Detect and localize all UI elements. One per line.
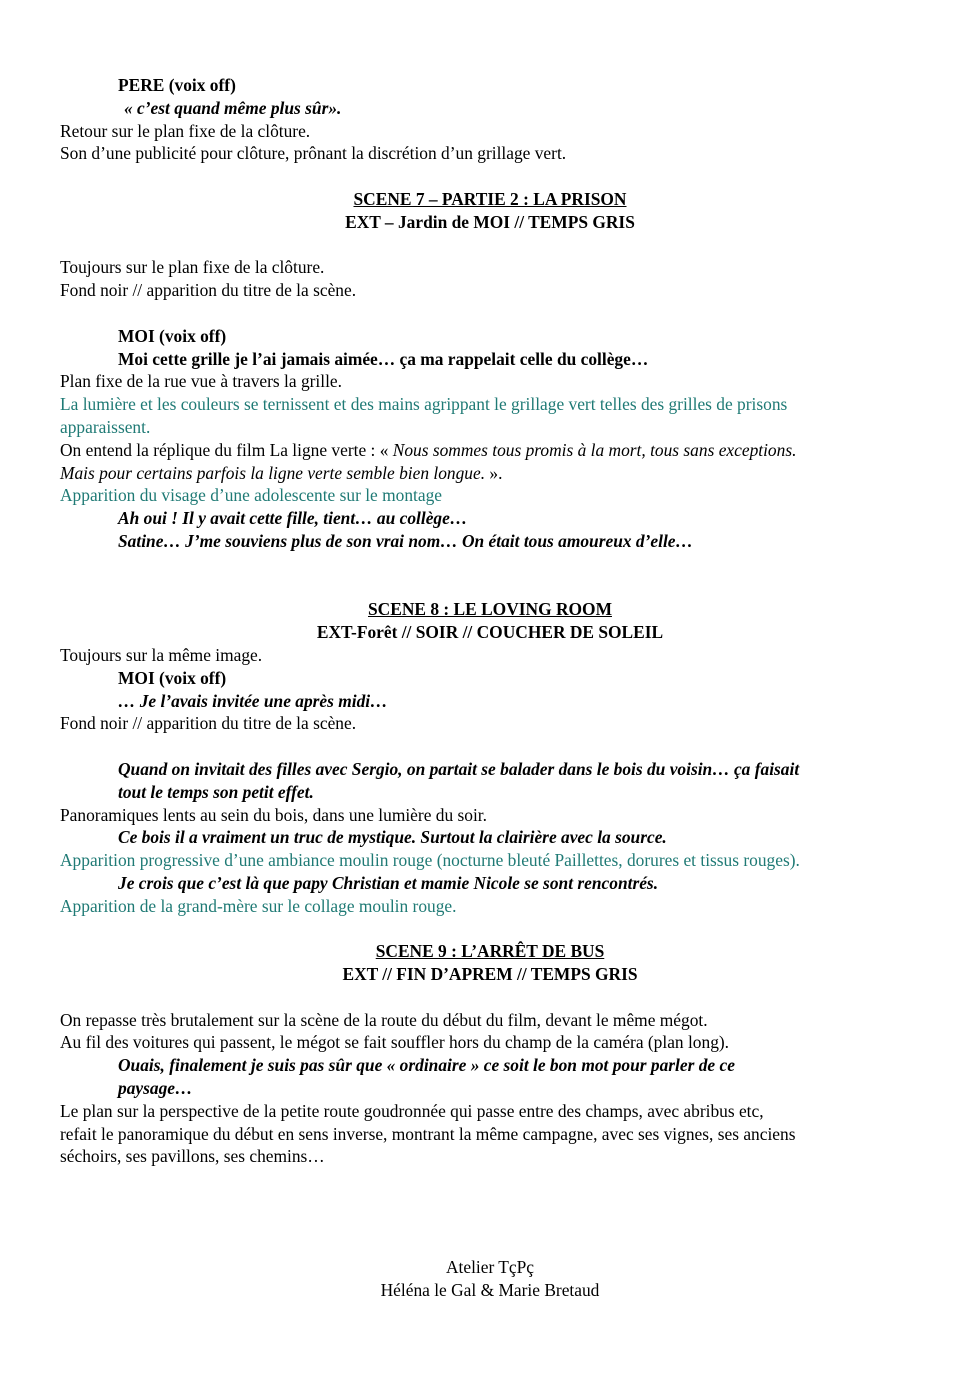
visual-note: La lumière et les couleurs se ternissent et des mains agrippant le grillage vert telles des grilles de prisons <box>60 394 788 415</box>
stage-direction: Son d’une publicité pour clôture, prônant la discrétion d’un grillage vert. <box>60 143 567 164</box>
stage-direction: Fond noir // apparition du titre de la scène. <box>60 713 357 734</box>
dialogue-line: Je crois que c’est là que papy Christian et mamie Nicole se sont rencontrés. <box>118 872 659 893</box>
scene-9-title: SCENE 9 : L’ARRÊT DE BUS <box>375 941 605 962</box>
stage-direction: refait le panoramique du début en sens inverse, montrant la même campagne, avec ses vignes, ses anciens <box>60 1123 796 1144</box>
stage-direction: Toujours sur la même image. <box>60 644 263 665</box>
dialogue-line: Ah oui ! Il y avait cette fille, tient… au collège… <box>118 508 468 529</box>
stage-direction: On repasse très brutalement sur la scène de la route du début du film, devant le même mégot. <box>60 1009 708 1030</box>
stage-direction: Plan fixe de la rue vue à travers la grille. <box>60 371 342 392</box>
screenplay-page <box>60 74 910 1168</box>
visual-note: Apparition progressive d’une ambiance moulin rouge (nocturne bleuté Paillettes, dorures et tissus rouges). <box>60 850 800 871</box>
speaker-moi: MOI (voix off) <box>118 325 227 346</box>
dialogue-line: « c’est quand même plus sûr». <box>124 97 342 118</box>
dialogue-line: Ouais, finalement je suis pas sûr que « ordinaire » ce soit le bon mot pour parler de ce <box>118 1055 735 1076</box>
dialogue-line: Ce bois il a vraiment un truc de mystique. Surtout la clairière avec la source. <box>118 827 667 848</box>
quote-text: Nous sommes tous promis à la mort, tous sans exceptions. <box>388 439 797 460</box>
dialogue-line: paysage… <box>118 1078 193 1099</box>
stage-direction: Retour sur le plan fixe de la clôture. <box>60 120 311 141</box>
scene-7-title: SCENE 7 – PARTIE 2 : LA PRISON <box>353 188 627 209</box>
dialogue-line: Satine… J’me souviens plus de son vrai nom… On était tous amoureux d’elle… <box>118 530 693 551</box>
speaker-moi: MOI (voix off) <box>118 667 227 688</box>
stage-direction: Fond noir // apparition du titre de la scène. <box>60 280 357 301</box>
quote-text: Mais pour certains parfois la ligne verte semble bien longue. <box>60 462 486 483</box>
dialogue-line: Quand on invitait des filles avec Sergio, on partait se balader dans le bois du voisin… ça faisait <box>118 758 800 779</box>
scene-8-setting: EXT-Forêt // SOIR // COUCHER DE SOLEIL <box>316 622 664 643</box>
visual-note: Apparition de la grand-mère sur le collage moulin rouge. <box>60 895 457 916</box>
dialogue-line: … Je l’avais invitée une après midi… <box>118 690 388 711</box>
visual-note: Apparition du visage d’une adolescente sur le montage <box>60 485 442 506</box>
stage-direction: Panoramiques lents au sein du bois, dans une lumière du soir. <box>60 804 487 825</box>
scene-9-setting: EXT // FIN D’APREM // TEMPS GRIS <box>342 964 638 985</box>
stage-direction: Le plan sur la perspective de la petite route goudronnée qui passe entre des champs, avec abribus etc, <box>60 1100 764 1121</box>
film-quote <box>60 462 910 485</box>
quote-intro: On entend la réplique du film La ligne verte : « <box>60 439 389 460</box>
speaker-pere: PERE (voix off) <box>118 75 236 95</box>
visual-note: apparaissent. <box>60 416 151 437</box>
footer-authors: Héléna le Gal & Marie Bretaud <box>380 1279 600 1300</box>
stage-direction: Au fil des voitures qui passent, le mégot se fait souffler hors du champ de la caméra (plan long). <box>60 1032 730 1053</box>
dialogue-line: tout le temps son petit effet. <box>118 781 314 802</box>
dialogue-line: Moi cette grille je l’ai jamais aimée… ça ma rappelait celle du collège… <box>118 348 649 369</box>
stage-direction: Toujours sur le plan fixe de la clôture. <box>60 257 325 278</box>
quote-end: ». <box>485 462 503 483</box>
footer-studio: Atelier TçPç <box>445 1257 535 1277</box>
page-footer <box>0 1256 980 1302</box>
film-quote <box>60 439 910 462</box>
scene-8-title: SCENE 8 : LE LOVING ROOM <box>368 599 612 620</box>
stage-direction: séchoirs, ses pavillons, ses chemins… <box>60 1146 325 1167</box>
scene-7-setting: EXT – Jardin de MOI // TEMPS GRIS <box>345 211 635 232</box>
